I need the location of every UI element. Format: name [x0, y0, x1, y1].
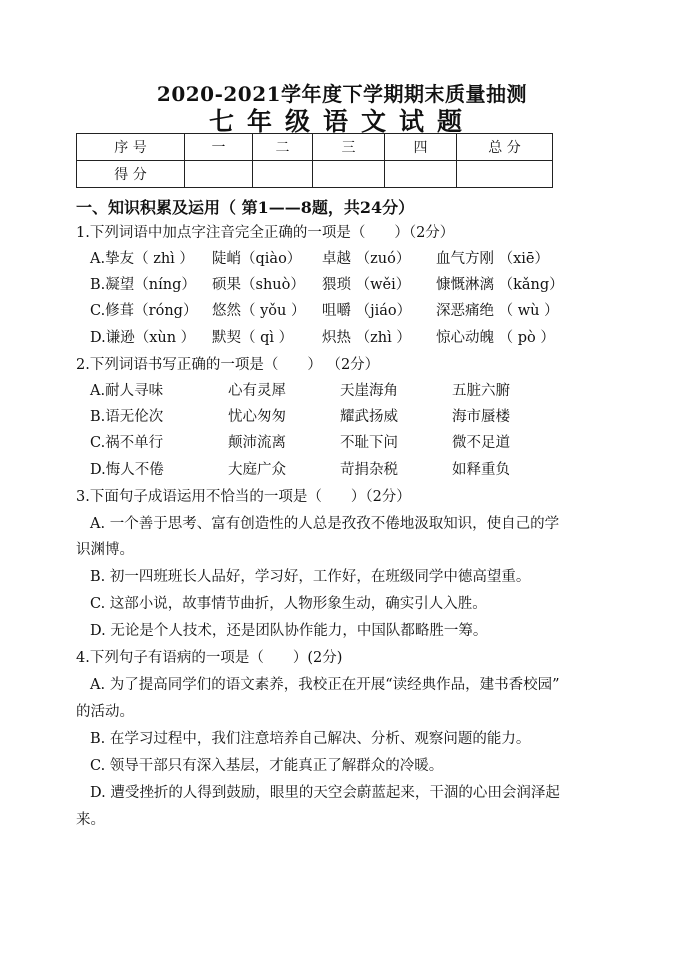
q2-b-word1: B.语无伦次 [90, 409, 164, 425]
q4-option-d-continued: 来。 [76, 812, 105, 828]
q3-stem: 3.下面句子成语运用不恰当的一项是（ ）（2分） [76, 489, 411, 505]
q1-c-word4: 深恶痛绝 （ wù ） [436, 303, 559, 319]
q3-option-a: A. 一个善于思考、富有创造性的人总是孜孜不倦地汲取知识，使自己的学 [90, 516, 560, 532]
q1-b-word2: 硕果（shuò） [212, 277, 305, 293]
q2-d-word4: 如释重负 [452, 462, 510, 478]
q1-c-word3: 咀嚼 （jiáo） [322, 303, 412, 319]
score-cell-part3: 三 [313, 134, 385, 161]
score-cell-index-label: 序 号 [77, 134, 185, 161]
q1-stem: 1.下列词语中加点字注音完全正确的一项是（ ）（2分） [76, 225, 455, 241]
score-input-part4[interactable] [385, 161, 457, 188]
score-input-part2[interactable] [253, 161, 313, 188]
score-table [76, 133, 553, 188]
q2-b-word2: 忧心匆匆 [228, 409, 286, 425]
q2-c-word1: C.祸不单行 [90, 435, 164, 451]
q1-a-word3: 卓越 （zuó） [322, 251, 411, 267]
q2-b-word3: 耀武扬威 [340, 409, 398, 425]
score-input-part3[interactable] [313, 161, 385, 188]
score-cell-total: 总 分 [457, 134, 553, 161]
score-input-part1[interactable] [185, 161, 253, 188]
q3-option-d: D. 无论是个人技术，还是团队协作能力，中国队都略胜一筹。 [90, 623, 488, 639]
score-table-header-row [77, 134, 553, 161]
q1-b-word1: B.凝望（níng） [90, 277, 196, 293]
q4-option-a-continued: 的活动。 [76, 704, 134, 720]
q1-a-word2: 陡峭（qiào） [212, 251, 302, 267]
section-heading: 一、知识积累及运用（ 第1——8题，共24分） [76, 198, 415, 217]
q2-c-word4: 微不足道 [452, 435, 510, 451]
q2-a-word1: A.耐人寻味 [90, 383, 164, 399]
q2-c-word3: 不耻下问 [340, 435, 398, 451]
q3-option-c: C. 这部小说，故事情节曲折，人物形象生动，确实引人入胜。 [90, 596, 487, 612]
q2-d-word1: D.悔人不倦 [90, 462, 164, 478]
score-table-score-row [77, 161, 553, 188]
score-input-total[interactable] [457, 161, 553, 188]
q2-c-word2: 颠沛流离 [228, 435, 286, 451]
q4-option-b: B. 在学习过程中，我们注意培养自己解决、分析、观察问题的能力。 [90, 731, 531, 747]
score-cell-part1: 一 [185, 134, 253, 161]
q1-d-word3: 炽热 （zhì ） [322, 330, 411, 346]
q1-d-word4: 惊心动魄 （ pò ） [436, 330, 555, 346]
q1-c-word1: C.修葺（róng） [90, 303, 198, 319]
q1-b-word4: 慷慨淋漓 （kǎng） [436, 277, 564, 293]
q4-option-a: A. 为了提高同学们的语文素养，我校正在开展“读经典作品，建书香校园” [90, 677, 560, 693]
q1-d-word1: D.谦逊（xùn ） [90, 330, 196, 346]
q4-option-c: C. 领导干部只有深入基层，才能真正了解群众的冷暖。 [90, 758, 444, 774]
score-cell-part2: 二 [253, 134, 313, 161]
q2-a-word4: 五脏六腑 [452, 383, 510, 399]
exam-subtitle: 七年级语文试题 [208, 107, 475, 136]
q2-stem: 2.下列词语书写正确的一项是（ ） （2分） [76, 357, 380, 373]
q1-d-word2: 默契（ qì ） [212, 330, 294, 346]
q1-c-word2: 悠然（ yǒu ） [212, 303, 306, 319]
q4-option-d: D. 遭受挫折的人得到鼓励，眼里的天空会蔚蓝起来，干涸的心田会润泽起 [90, 785, 560, 801]
q3-option-b: B. 初一四班班长人品好，学习好，工作好，在班级同学中德高望重。 [90, 569, 531, 585]
q2-b-word4: 海市蜃楼 [452, 409, 510, 425]
score-cell-part4: 四 [385, 134, 457, 161]
q1-b-word3: 猥琐 （wěi） [322, 277, 411, 293]
score-cell-score-label: 得 分 [77, 161, 185, 188]
q2-a-word3: 天崖海角 [340, 383, 398, 399]
q2-a-word2: 心有灵犀 [228, 383, 286, 399]
q1-a-word4: 血气方刚 （xiē） [436, 251, 550, 267]
q4-stem: 4.下列句子有语病的一项是（ ）(2分) [76, 650, 343, 666]
q2-d-word2: 大庭广众 [228, 462, 286, 478]
exam-title: 2020-2021学年度下学期期末质量抽测 [156, 82, 528, 106]
q1-a-word1: A.挚友（ zhì ） [90, 251, 194, 267]
q2-d-word3: 苛捐杂税 [340, 462, 398, 478]
q3-option-a-continued: 识渊博。 [76, 542, 134, 558]
